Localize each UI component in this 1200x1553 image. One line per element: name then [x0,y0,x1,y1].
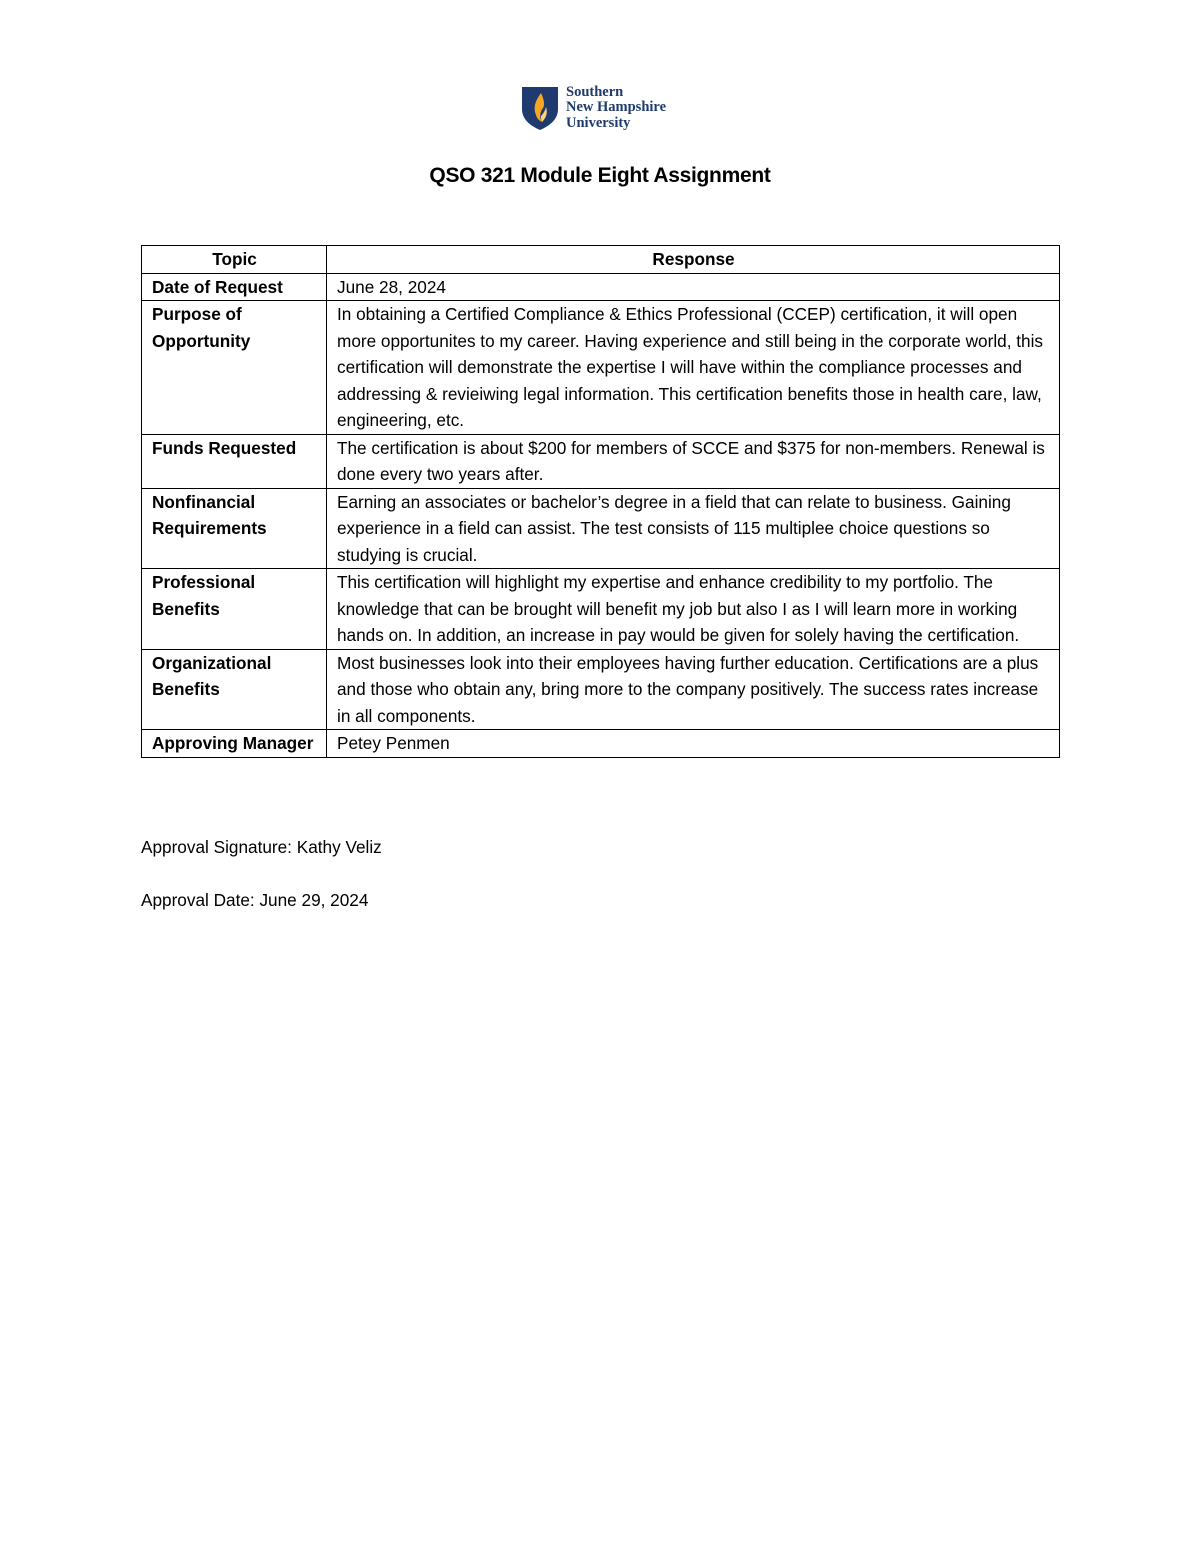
topic-cell: Professional Benefits [142,569,327,650]
shield-flame-icon [520,85,560,131]
topic-cell: Approving Manager [142,730,327,758]
table-row [142,649,1060,730]
topic-cell: Nonfinancial Requirements [142,488,327,569]
topic-cell: Organizational Benefits [142,649,327,730]
topic-cell: Purpose of Opportunity [142,301,327,435]
response-cell: Petey Penmen [327,730,1060,758]
approval-signature: Approval Signature: Kathy Veliz [141,837,382,857]
response-cell: In obtaining a Certified Compliance & Ethics Professional (CCEP) certification, it will open more opportunites to my career. Having experience and still being in the corporate world, this certification will demonstrate the expertise I will have within the compliance processes and addressing & revieiwing legal information. This certification benefits those in health care, law, engineering, etc. [327,301,1060,435]
table-row [142,301,1060,435]
column-header-response: Response [327,246,1060,274]
column-header-topic: Topic [142,246,327,274]
logo-line-2: New Hampshire [566,99,667,116]
table-row [142,488,1060,569]
response-cell: The certification is about $200 for members of SCCE and $375 for non-members. Renewal is done every two years after. [327,434,1060,488]
university-logo [520,84,700,132]
table-row [142,434,1060,488]
table-row [142,273,1060,301]
table-row [142,730,1060,758]
response-cell: This certification will highlight my expertise and enhance credibility to my portfolio. The knowledge that can be brought will benefit my job but also I as I will learn more in working hands on. In addition, an increase in pay would be given for solely having the certification. [327,569,1060,650]
logo-wordmark [566,85,666,132]
response-cell: June 28, 2024 [327,273,1060,301]
response-cell: Earning an associates or bachelor’s degree in a field that can relate to business. Gaining experience in a field can assist. The test consists of 115 multiplee choice questions so studying is crucial. [327,488,1060,569]
logo-line-3: University [566,114,631,131]
topic-cell: Funds Requested [142,434,327,488]
response-cell: Most businesses look into their employees having further education. Certifications are a plus and those who obtain any, bring more to the company positively. The success rates increase in all components. [327,649,1060,730]
topic-cell: Date of Request [142,273,327,301]
table-row [142,569,1060,650]
page-title: QSO 321 Module Eight Assignment [429,164,771,187]
request-table [141,245,1060,758]
logo-line-1: Southern [566,83,624,100]
table-header-row [142,246,1060,274]
approval-date: Approval Date: June 29, 2024 [141,890,369,910]
